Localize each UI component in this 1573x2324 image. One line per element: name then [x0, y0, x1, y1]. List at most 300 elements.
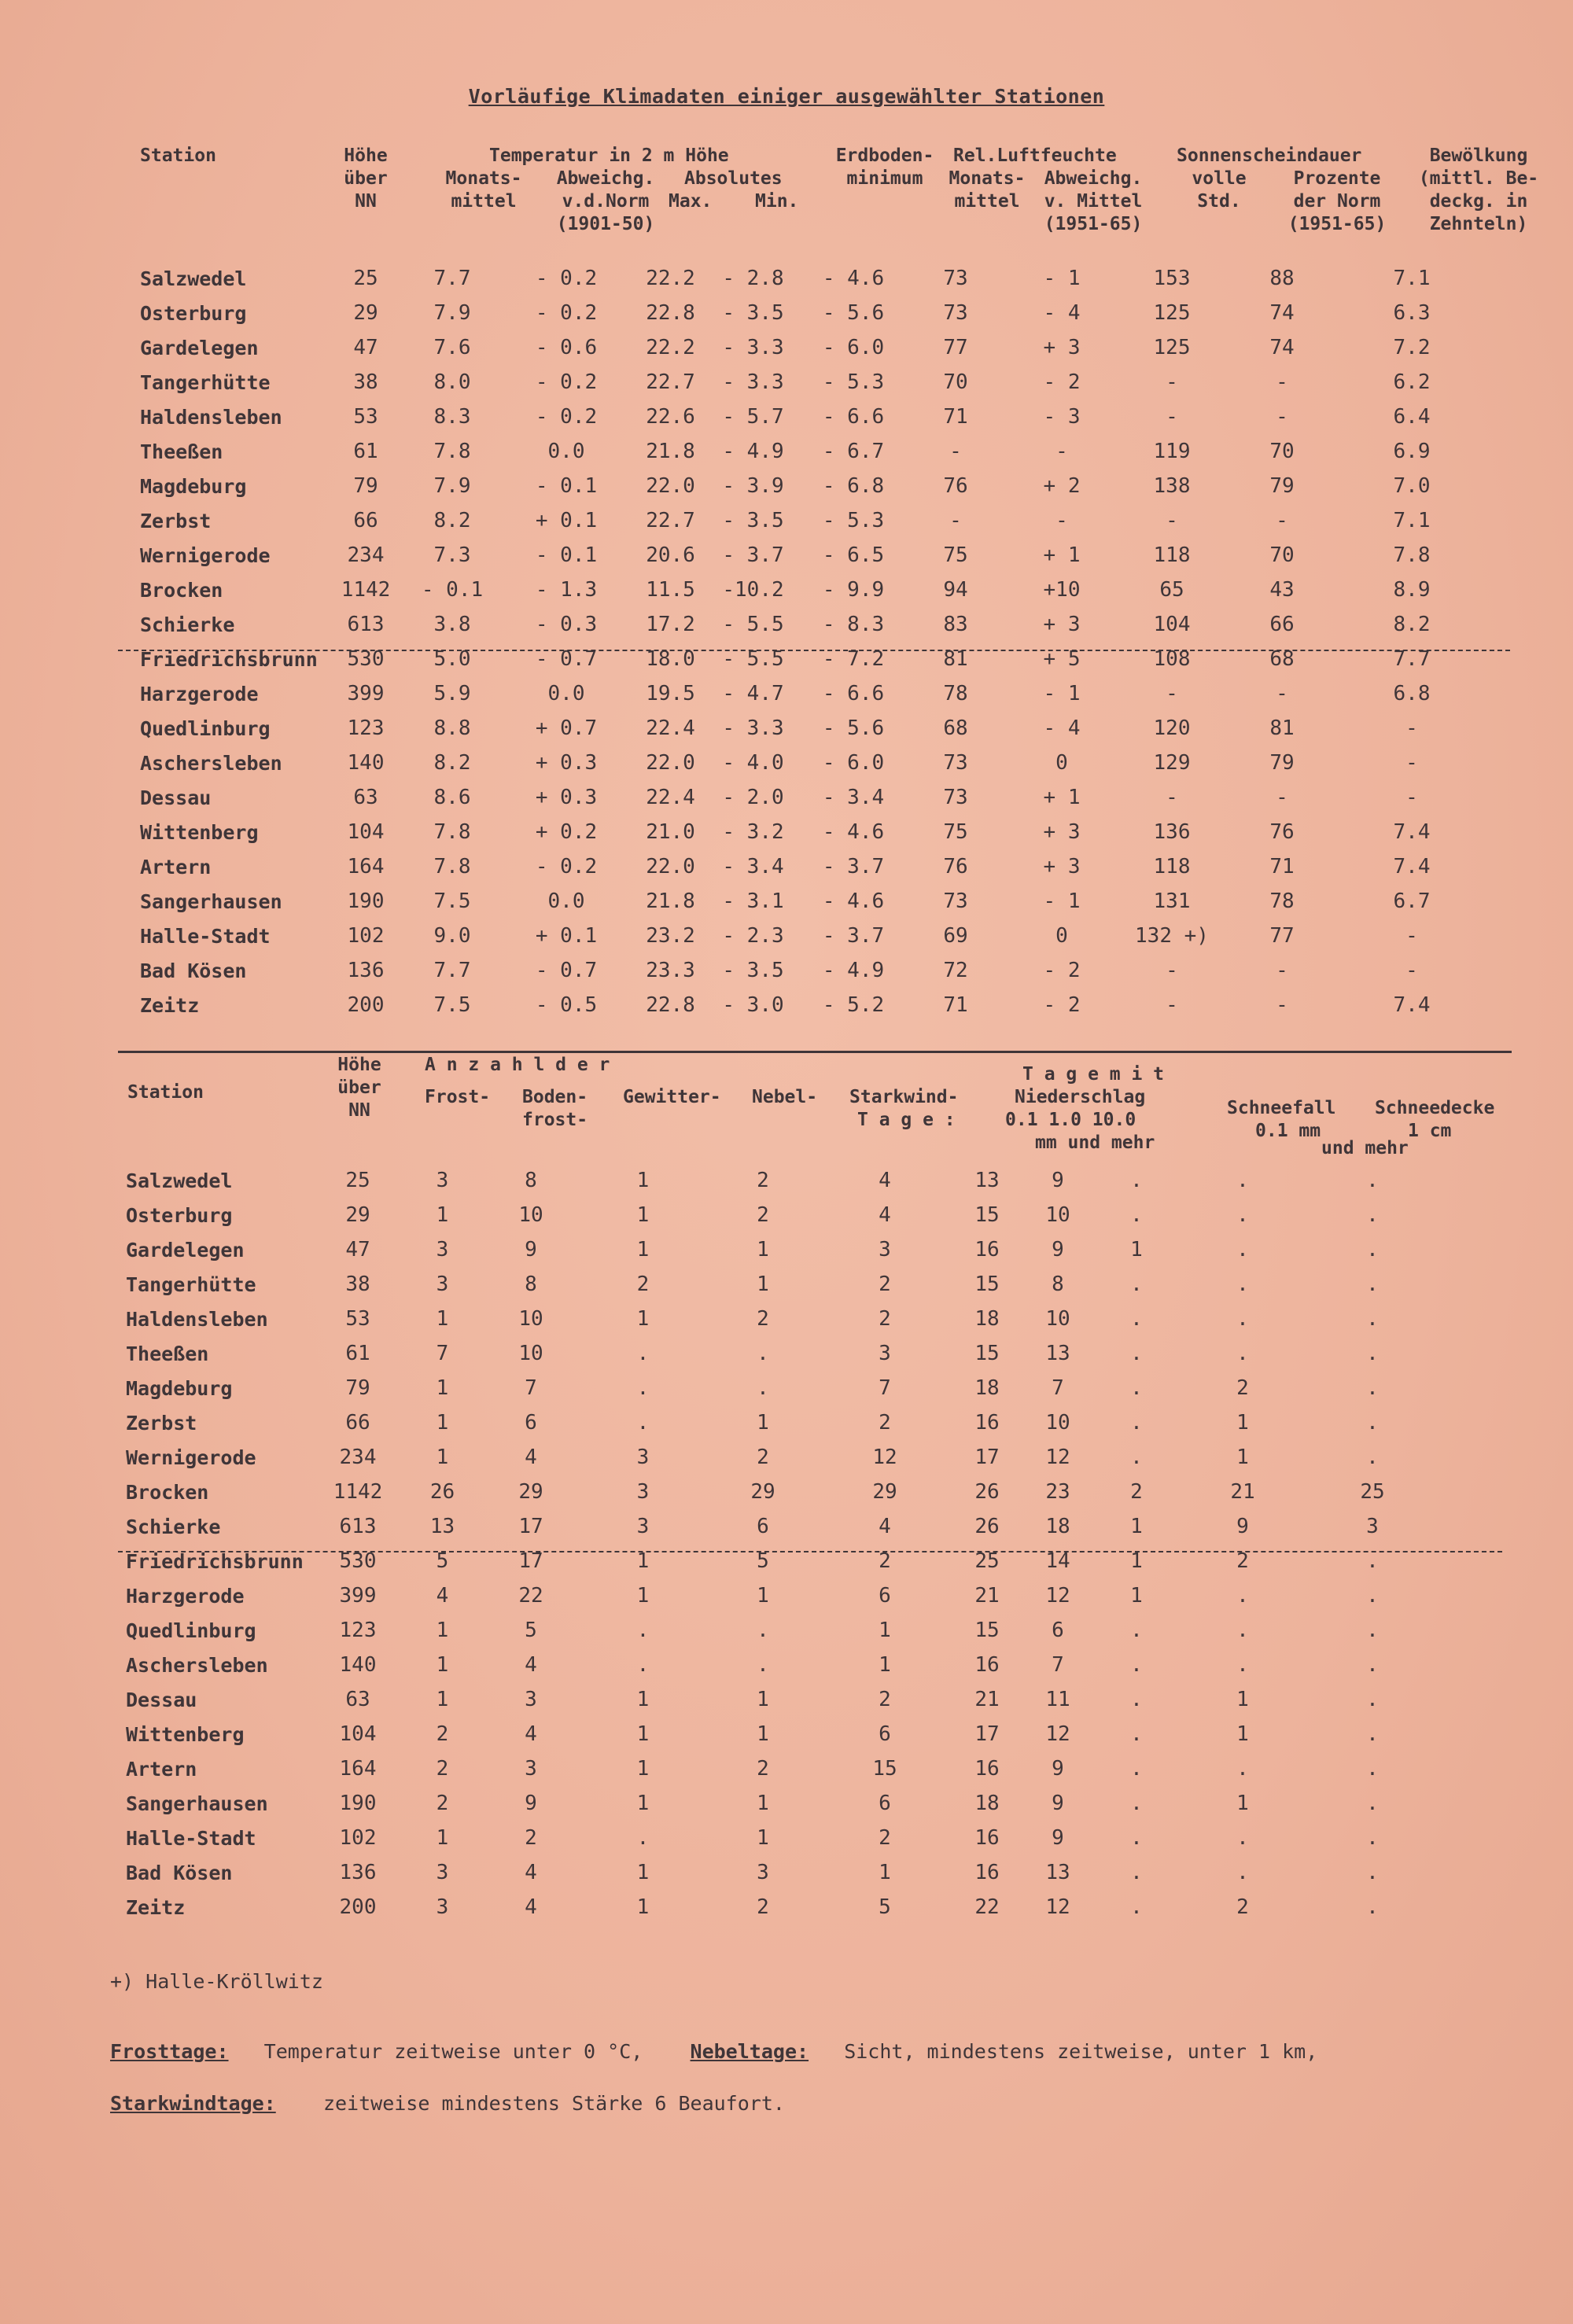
table-cell: + 0.3: [535, 786, 598, 809]
table-row: [126, 1475, 1439, 1509]
table-cell: 2: [757, 1307, 769, 1331]
table-cell: 1: [436, 1376, 449, 1400]
table-cell: 12: [1045, 1446, 1070, 1469]
table-row: [140, 642, 1479, 676]
table-cell: 104: [1153, 613, 1191, 636]
table-cell: 19.5: [646, 682, 695, 705]
table-cell: .: [1130, 1272, 1143, 1296]
frosttage-text: Temperatur zeitweise unter 0 °C,: [263, 2040, 643, 2063]
header-sonne-std: volle Std.: [1192, 168, 1247, 212]
station-name: Haldensleben: [140, 405, 282, 429]
table-cell: 21.0: [646, 820, 695, 844]
table-cell: 13: [429, 1515, 455, 1538]
frosttage-label: Frosttage:: [110, 2040, 229, 2063]
table-cell: .: [1236, 1861, 1249, 1884]
header2-nebel: Nebel-: [752, 1087, 818, 1107]
table-cell: 17: [518, 1515, 543, 1538]
table-cell: .: [1366, 1549, 1379, 1573]
table-cell: 7.8: [433, 855, 471, 878]
table-cell: 7.6: [433, 336, 471, 359]
table-cell: 9: [1236, 1515, 1249, 1538]
table-cell: 7.9: [433, 301, 471, 325]
table-cell: 120: [1153, 716, 1191, 740]
table-cell: 234: [347, 543, 385, 567]
table-cell: 7.5: [433, 993, 471, 1017]
table-cell: 7: [879, 1376, 891, 1400]
station-name: Salzwedel: [140, 267, 247, 290]
table-cell: .: [636, 1826, 650, 1850]
table-cell: 7.7: [433, 959, 471, 982]
table-cell: 1: [757, 1238, 769, 1261]
table-cell: 26: [429, 1480, 455, 1504]
table-cell: 15: [974, 1272, 1000, 1296]
table-cell: 1142: [341, 578, 391, 602]
table-cell: 2: [879, 1411, 891, 1435]
table-cell: 2: [1130, 1480, 1143, 1504]
table-cell: 22.8: [646, 993, 695, 1017]
table-cell: 16: [974, 1861, 1000, 1884]
table-cell: 3: [636, 1515, 650, 1538]
table-cell: 77: [1269, 924, 1295, 948]
table-cell: 13: [1045, 1342, 1070, 1365]
table-cell: 26: [974, 1515, 1000, 1538]
table-cell: 7: [1052, 1376, 1064, 1400]
table-cell: 70: [1269, 440, 1295, 463]
header2-n-unit: mm und mehr: [1035, 1133, 1155, 1153]
table-cell: 53: [345, 1307, 370, 1331]
table-cell: - 4.6: [822, 267, 885, 290]
table-cell: + 1: [1043, 543, 1081, 567]
table-row: [126, 1578, 1439, 1613]
table-cell: 17: [974, 1446, 1000, 1469]
station-name: Friedrichsbrunn: [126, 1549, 304, 1573]
table-cell: 79: [1269, 751, 1295, 775]
table-row: [126, 1336, 1439, 1371]
table-cell: .: [636, 1653, 650, 1677]
header2-starkwind: Starkwind-: [849, 1087, 959, 1107]
table-cell: 23.2: [646, 924, 695, 948]
table-cell: -: [1405, 786, 1418, 809]
table-cell: 2: [1236, 1895, 1249, 1919]
table-cell: - 3.0: [722, 993, 784, 1017]
table-cell: .: [1236, 1619, 1249, 1642]
station-name: Tangerhütte: [126, 1272, 256, 1296]
table-cell: 65: [1159, 578, 1184, 602]
table-cell: 81: [1269, 716, 1295, 740]
table-cell: 7.4: [1393, 820, 1431, 844]
table-cell: 153: [1153, 267, 1191, 290]
table-cell: 75: [943, 820, 968, 844]
table-cell: 70: [943, 370, 968, 394]
days-count-table: [126, 1163, 1439, 1924]
table-cell: .: [636, 1411, 650, 1435]
table-cell: - 4.0: [722, 751, 784, 775]
table-cell: 63: [345, 1688, 370, 1711]
header-min: Min.: [755, 191, 799, 212]
table-cell: -: [1405, 751, 1418, 775]
table-cell: - 0.2: [535, 301, 598, 325]
table-cell: 2: [525, 1826, 537, 1850]
nebeltage-text: Sicht, mindestens zeitweise, unter 1 km,: [844, 2040, 1318, 2063]
table-cell: - 3.3: [722, 336, 784, 359]
table-cell: 47: [353, 336, 378, 359]
table-cell: - 0.5: [535, 993, 598, 1017]
table-cell: 2: [1236, 1549, 1249, 1573]
table-cell: .: [1130, 1688, 1143, 1711]
table-cell: 102: [339, 1826, 377, 1850]
table-cell: 530: [347, 647, 385, 671]
table-cell: 1: [436, 1307, 449, 1331]
table-cell: 1: [1236, 1722, 1249, 1746]
table-cell: - 6.7: [822, 440, 885, 463]
table-cell: .: [1236, 1238, 1249, 1261]
table-cell: 131: [1153, 889, 1191, 913]
table-cell: 29: [518, 1480, 543, 1504]
table-row: [126, 1440, 1439, 1475]
table-cell: 8.6: [433, 786, 471, 809]
starkwind-label: Starkwindtage:: [110, 2092, 276, 2115]
table-cell: 125: [1153, 301, 1191, 325]
table-cell: + 1: [1043, 786, 1081, 809]
table-cell: 13: [1045, 1861, 1070, 1884]
table-cell: 8.2: [433, 509, 471, 532]
table-cell: - 3.1: [722, 889, 784, 913]
table-cell: 2: [436, 1722, 449, 1746]
table-cell: 200: [339, 1895, 377, 1919]
table-cell: - 3.5: [722, 959, 784, 982]
station-name: Theeßen: [126, 1342, 209, 1365]
table-cell: - 6.8: [822, 474, 885, 498]
table-cell: 7.8: [433, 440, 471, 463]
table-cell: .: [1130, 1169, 1143, 1192]
table-cell: 22: [518, 1584, 543, 1608]
table-cell: .: [1366, 1307, 1379, 1331]
table-cell: 7.5: [433, 889, 471, 913]
station-name: Aschersleben: [140, 751, 282, 775]
station-name: Gardelegen: [140, 336, 259, 359]
table-cell: 4: [525, 1861, 537, 1884]
table-cell: 6.7: [1393, 889, 1431, 913]
header2-anzahl: A n z a h l d e r: [425, 1055, 610, 1075]
table-row: [140, 780, 1479, 815]
table-cell: 2: [436, 1757, 449, 1781]
table-cell: 138: [1153, 474, 1191, 498]
station-name: Magdeburg: [126, 1376, 233, 1400]
table-cell: 6.2: [1393, 370, 1431, 394]
table-cell: 2: [436, 1792, 449, 1815]
table-cell: 5.9: [433, 682, 471, 705]
table-cell: 1: [1130, 1584, 1143, 1608]
table-cell: - 0.7: [535, 647, 598, 671]
table-cell: 7.7: [1393, 647, 1431, 671]
table-cell: 140: [347, 751, 385, 775]
table-cell: - 0.1: [421, 578, 484, 602]
table-cell: 0.0: [547, 440, 585, 463]
table-cell: 1: [636, 1757, 650, 1781]
table-cell: - 0.6: [535, 336, 598, 359]
table-cell: 21: [974, 1688, 1000, 1711]
table-cell: 79: [1269, 474, 1295, 498]
table-cell: 12: [1045, 1895, 1070, 1919]
table-cell: -: [1405, 959, 1418, 982]
table-cell: 1142: [333, 1480, 383, 1504]
table-cell: + 3: [1043, 855, 1081, 878]
table-cell: 1: [436, 1446, 449, 1469]
table-cell: 29: [750, 1480, 775, 1504]
station-name: Artern: [126, 1757, 197, 1781]
header2-frost: Frost-: [425, 1087, 491, 1107]
table-cell: 7: [1052, 1653, 1064, 1677]
header2-station: Station: [127, 1082, 204, 1103]
header-feuchte-mittel: Monats- mittel: [949, 168, 1026, 212]
table-cell: 3: [1366, 1515, 1379, 1538]
table-cell: 10: [1045, 1307, 1070, 1331]
table-cell: - 6.0: [822, 751, 885, 775]
table-cell: 2: [757, 1169, 769, 1192]
table-cell: 21.8: [646, 440, 695, 463]
table-cell: 71: [1269, 855, 1295, 878]
table-cell: 22: [974, 1895, 1000, 1919]
table-cell: .: [1130, 1411, 1143, 1435]
table-cell: .: [1366, 1861, 1379, 1884]
station-name: Zeitz: [126, 1895, 186, 1919]
table-cell: 78: [1269, 889, 1295, 913]
header2-niederschlag: Niederschlag: [1015, 1087, 1146, 1107]
table-cell: 1: [1236, 1411, 1249, 1435]
table-cell: 1: [636, 1584, 650, 1608]
table-cell: 190: [339, 1792, 377, 1815]
table-cell: - 1: [1043, 267, 1081, 290]
table-cell: 73: [943, 301, 968, 325]
table-cell: 3: [436, 1895, 449, 1919]
table-cell: 22.4: [646, 786, 695, 809]
table-cell: 11.5: [646, 578, 695, 602]
table-cell: + 2: [1043, 474, 1081, 498]
table-cell: 73: [943, 751, 968, 775]
table-cell: 4: [525, 1895, 537, 1919]
table-cell: 234: [339, 1446, 377, 1469]
table-row: [126, 1405, 1439, 1440]
table-cell: 399: [347, 682, 385, 705]
table-cell: - 0.2: [535, 370, 598, 394]
table-cell: .: [1236, 1307, 1249, 1331]
table-cell: 108: [1153, 647, 1191, 671]
table-cell: - 5.7: [722, 405, 784, 429]
table-cell: 76: [943, 855, 968, 878]
station-name: Friedrichsbrunn: [140, 647, 318, 671]
table-cell: - 1.3: [535, 578, 598, 602]
table-cell: 613: [339, 1515, 377, 1538]
table-cell: 79: [353, 474, 378, 498]
table-cell: 18.0: [646, 647, 695, 671]
table-cell: -: [1166, 682, 1178, 705]
table-cell: - 4.6: [822, 889, 885, 913]
table-cell: - 5.6: [822, 301, 885, 325]
table-cell: 12: [872, 1446, 897, 1469]
table-cell: 8.2: [433, 751, 471, 775]
table-cell: .: [636, 1619, 650, 1642]
table-cell: 6: [879, 1584, 891, 1608]
table-cell: .: [1236, 1169, 1249, 1192]
table-cell: 21: [974, 1584, 1000, 1608]
table-cell: + 3: [1043, 336, 1081, 359]
table-row: [126, 1786, 1439, 1821]
station-name: Artern: [140, 855, 212, 878]
table-row: [126, 1302, 1439, 1336]
table-cell: 2: [757, 1757, 769, 1781]
table-cell: 75: [943, 543, 968, 567]
table-cell: 3: [436, 1272, 449, 1296]
station-name: Zerbst: [140, 509, 212, 532]
table-cell: 29: [872, 1480, 897, 1504]
table-cell: 8: [525, 1169, 537, 1192]
station-name: Quedlinburg: [126, 1619, 256, 1642]
table-cell: 6.4: [1393, 405, 1431, 429]
table-cell: 25: [1360, 1480, 1385, 1504]
table-cell: .: [757, 1376, 769, 1400]
table-cell: 7.8: [1393, 543, 1431, 567]
table-cell: .: [1130, 1446, 1143, 1469]
table-cell: -: [1276, 993, 1288, 1017]
table-cell: 2: [757, 1203, 769, 1227]
header2-und-mehr: und mehr: [1321, 1138, 1409, 1158]
table-cell: 70: [1269, 543, 1295, 567]
station-name: Wernigerode: [126, 1446, 256, 1469]
table-cell: 3: [525, 1688, 537, 1711]
table-cell: - 3.5: [722, 301, 784, 325]
table-cell: 7.8: [433, 820, 471, 844]
table-cell: 17: [974, 1722, 1000, 1746]
table-cell: 4: [525, 1446, 537, 1469]
table-cell: 38: [345, 1272, 370, 1296]
table-cell: 6: [879, 1722, 891, 1746]
table-cell: - 3.5: [722, 509, 784, 532]
table-cell: 3: [436, 1169, 449, 1192]
header-temp-group: Temperatur in 2 m Höhe: [489, 145, 729, 166]
table-cell: -: [1166, 959, 1178, 982]
table-cell: 136: [1153, 820, 1191, 844]
table-row: [126, 1717, 1439, 1751]
table-cell: 136: [347, 959, 385, 982]
table-cell: 17.2: [646, 613, 695, 636]
table-cell: .: [636, 1342, 650, 1365]
nebeltage-label: Nebeltage:: [690, 2040, 809, 2063]
table-row: [140, 573, 1479, 607]
table-cell: -: [1276, 405, 1288, 429]
table-row: [140, 503, 1479, 538]
table-cell: -: [1055, 440, 1068, 463]
header-bewoelkung: Bewölkung (mittl. Be- deckg. in Zehnteln): [1418, 145, 1539, 234]
station-name: Harzgerode: [140, 682, 259, 705]
table-cell: - 6.0: [822, 336, 885, 359]
table-cell: 13: [974, 1169, 1000, 1192]
table-cell: 15: [872, 1757, 897, 1781]
table-cell: + 0.2: [535, 820, 598, 844]
table-cell: 22.7: [646, 509, 695, 532]
header2-bodenfrost: Boden- frost-: [522, 1087, 588, 1130]
table-cell: -: [1276, 959, 1288, 982]
table-cell: 68: [943, 716, 968, 740]
table-cell: - 4: [1043, 301, 1081, 325]
header2-tage-mit: T a g e m i t: [1022, 1064, 1165, 1085]
table-cell: 61: [345, 1342, 370, 1365]
table-cell: 119: [1153, 440, 1191, 463]
table-cell: 7.0: [1393, 474, 1431, 498]
table-cell: - 3: [1043, 405, 1081, 429]
table-cell: 3: [879, 1342, 891, 1365]
station-name: Magdeburg: [140, 474, 247, 498]
table-cell: 102: [347, 924, 385, 948]
table-cell: 8.8: [433, 716, 471, 740]
table-row: [126, 1509, 1439, 1544]
table-cell: 5: [757, 1549, 769, 1573]
header-hoehe: Höhe über NN: [344, 145, 388, 212]
table-row: [140, 400, 1479, 434]
table-cell: - 4.7: [722, 682, 784, 705]
table-cell: 8: [525, 1272, 537, 1296]
table-cell: 9: [1052, 1757, 1064, 1781]
table-cell: - 6.5: [822, 543, 885, 567]
table-cell: .: [1130, 1619, 1143, 1642]
table-row: [126, 1163, 1439, 1198]
table-row: [126, 1682, 1439, 1717]
station-name: Tangerhütte: [140, 370, 271, 394]
table-cell: - 9.9: [822, 578, 885, 602]
table-cell: 22.4: [646, 716, 695, 740]
footnote-definitions-2: [110, 2092, 785, 2115]
table-row: [126, 1232, 1439, 1267]
table-row: [140, 849, 1479, 884]
table-cell: 66: [353, 509, 378, 532]
table-cell: 1: [757, 1826, 769, 1850]
table-cell: 7.9: [433, 474, 471, 498]
table-cell: 77: [943, 336, 968, 359]
table-cell: -: [1166, 509, 1178, 532]
table-cell: - 0.7: [535, 959, 598, 982]
table-cell: .: [1130, 1342, 1143, 1365]
table-cell: 1: [879, 1861, 891, 1884]
table-cell: .: [1366, 1619, 1379, 1642]
table-cell: -: [1055, 509, 1068, 532]
table-cell: 1: [757, 1688, 769, 1711]
table-cell: 10: [1045, 1411, 1070, 1435]
table-cell: 8: [1052, 1272, 1064, 1296]
table-cell: .: [1366, 1826, 1379, 1850]
table-cell: - 8.3: [822, 613, 885, 636]
station-name: Sangerhausen: [126, 1792, 268, 1815]
table-cell: - 7.2: [822, 647, 885, 671]
table-cell: .: [1366, 1653, 1379, 1677]
table-cell: 18: [1045, 1515, 1070, 1538]
table-cell: 3: [636, 1446, 650, 1469]
table-cell: -: [1166, 993, 1178, 1017]
table-cell: 83: [943, 613, 968, 636]
station-name: Osterburg: [140, 301, 247, 325]
table-cell: 73: [943, 267, 968, 290]
station-name: Schierke: [126, 1515, 221, 1538]
table-cell: 6.8: [1393, 682, 1431, 705]
table-cell: 3: [879, 1238, 891, 1261]
header2-hoehe: Höhe über NN: [337, 1055, 381, 1121]
table-cell: 29: [345, 1203, 370, 1227]
table-cell: 1: [757, 1792, 769, 1815]
table-cell: + 0.1: [535, 924, 598, 948]
station-name: Wernigerode: [140, 543, 271, 567]
table-cell: 1: [879, 1653, 891, 1677]
table-cell: 4: [525, 1653, 537, 1677]
table-cell: .: [1366, 1757, 1379, 1781]
table-cell: 63: [353, 786, 378, 809]
